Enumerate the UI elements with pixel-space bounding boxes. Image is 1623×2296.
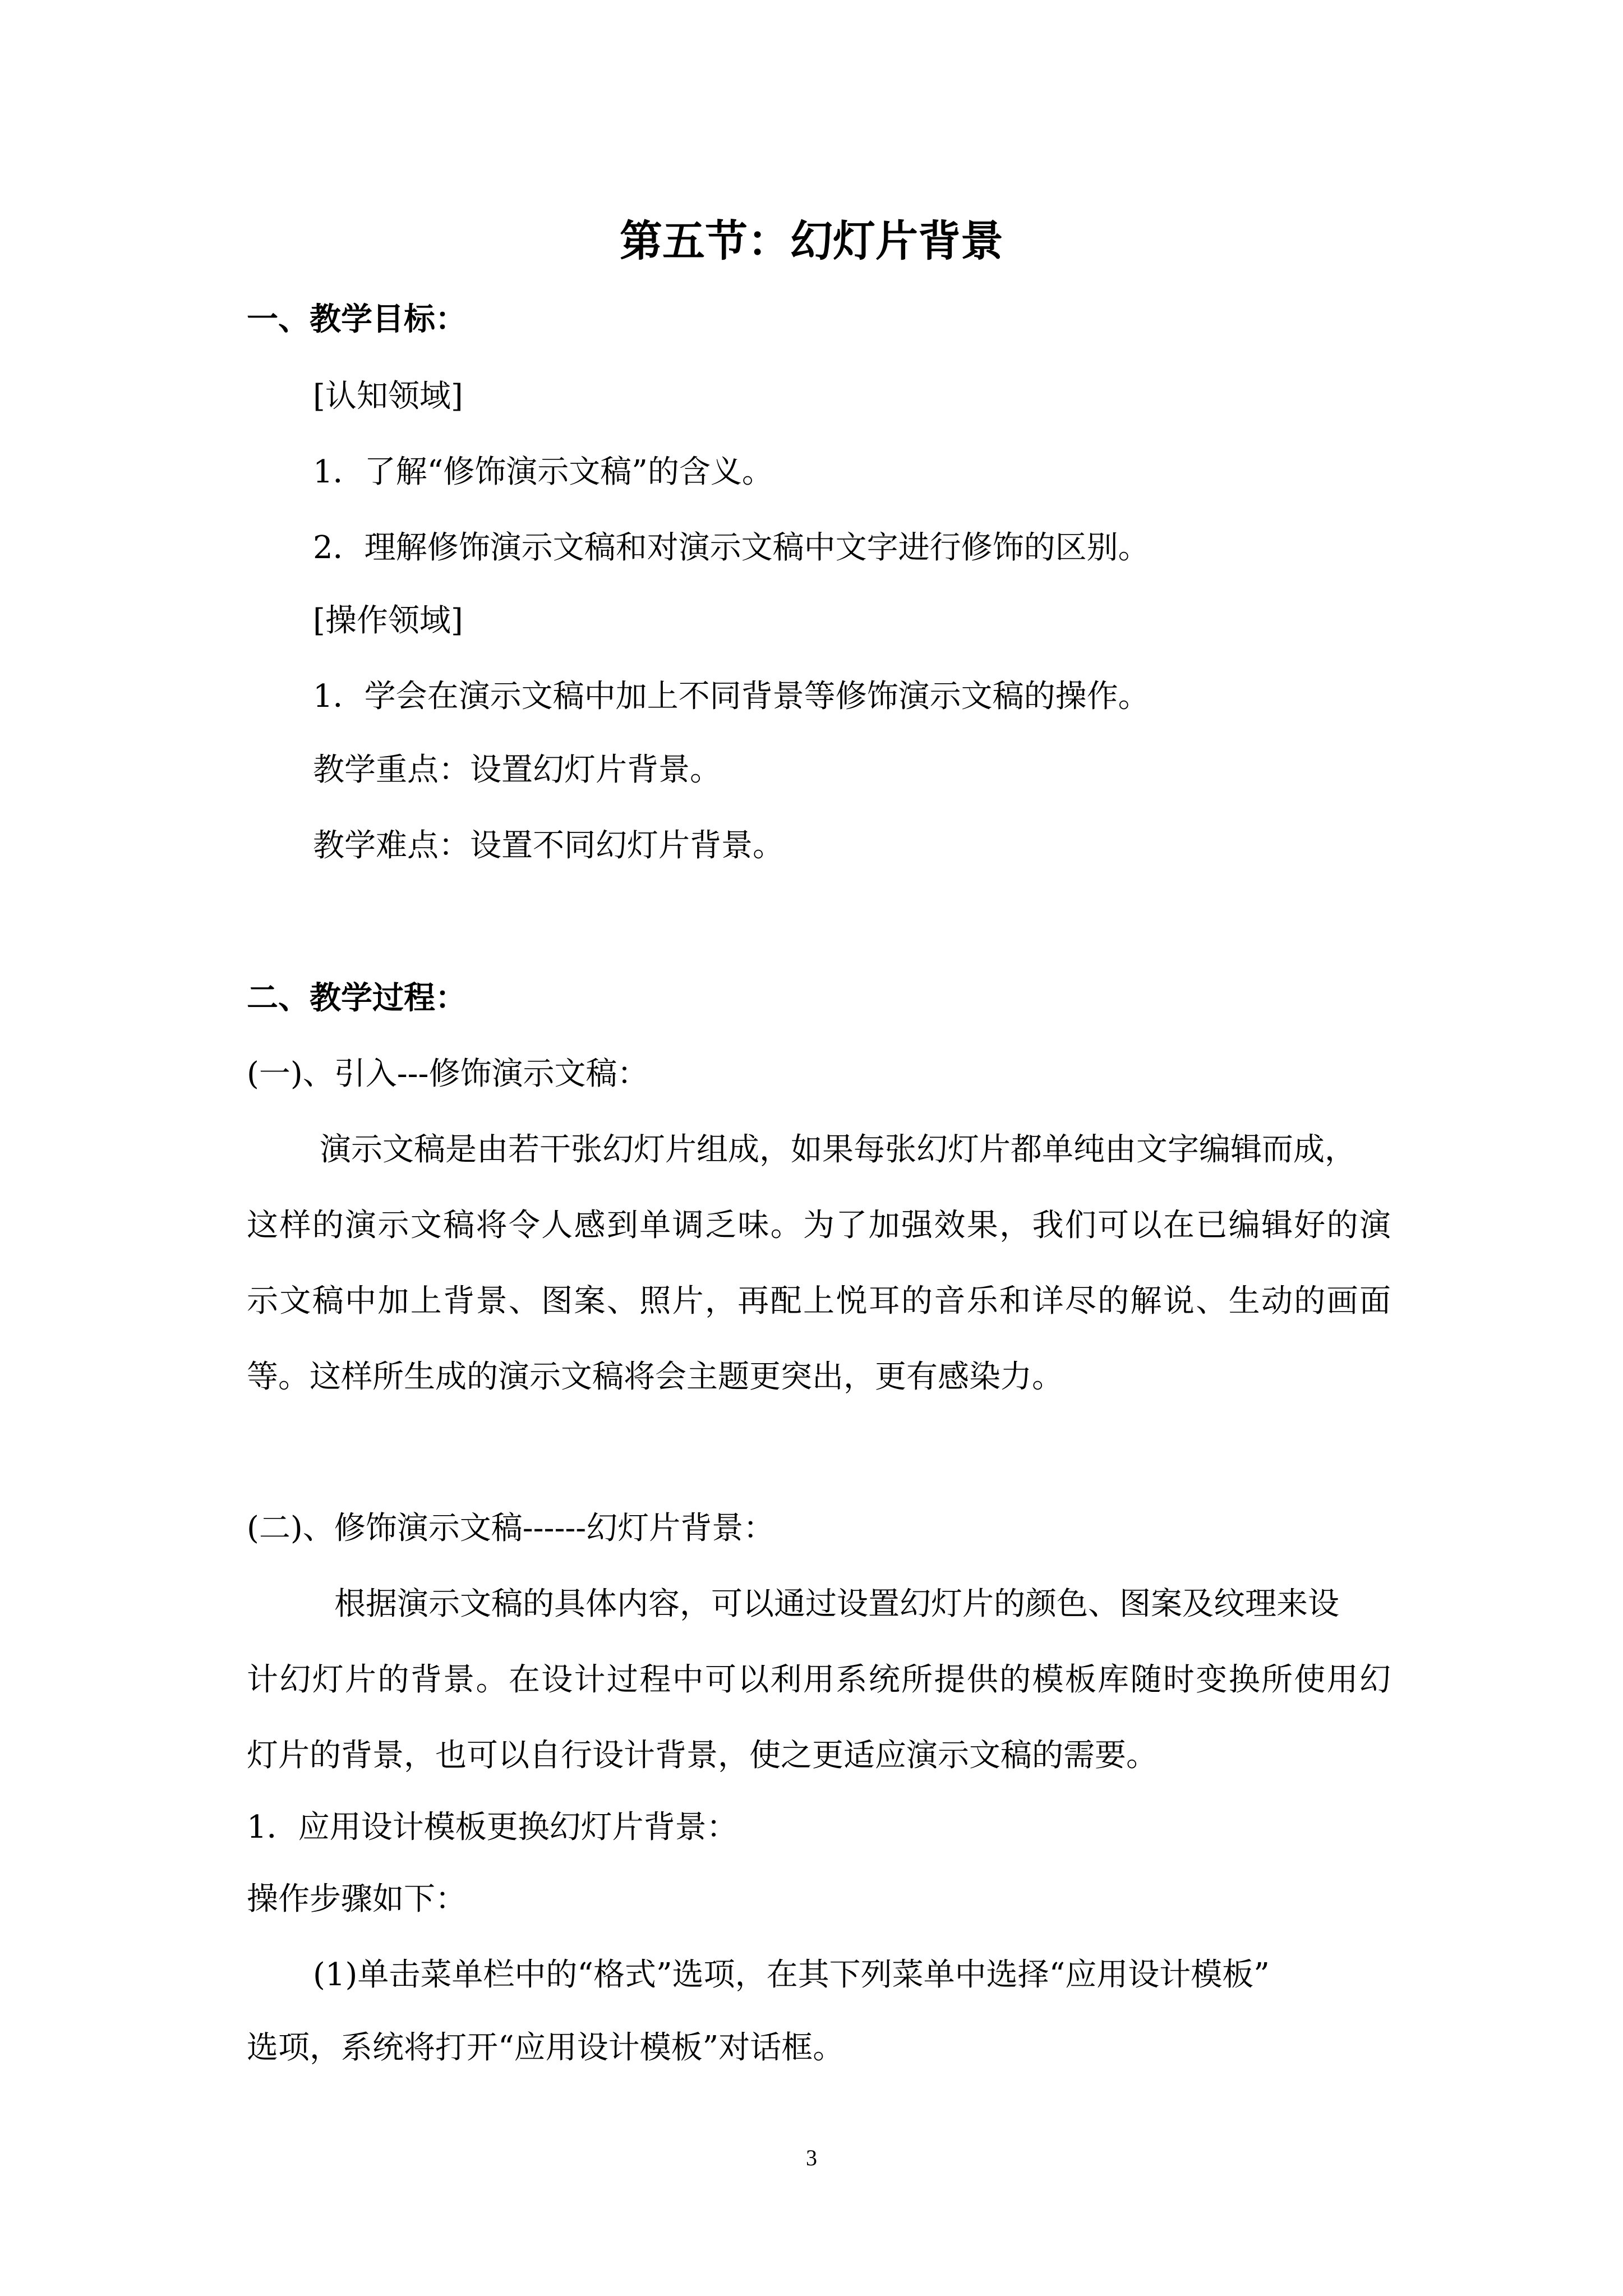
steps-label: 操作步骤如下： <box>247 1881 467 1917</box>
part1-paragraph-line-4: 等。这样所生成的演示文稿将会主题更突出，更有感染力。 <box>247 1359 1063 1395</box>
part2-subheading: 1．应用设计模板更换幻灯片背景： <box>247 1809 738 1846</box>
part1-paragraph-line-1: 演示文稿是由若干张幻灯片组成，如果每张幻灯片都单纯由文字编辑而成， <box>320 1131 1356 1168</box>
part1-paragraph-line-2: 这样的演示文稿将令人感到单调乏味。为了加强效果，我们可以在已编辑好的演 <box>247 1207 1391 1244</box>
part1-heading: (一)、引入---修饰演示文稿： <box>247 1056 649 1092</box>
part2-heading: (二)、修饰演示文稿------幻灯片背景： <box>247 1510 775 1547</box>
part2-paragraph-line-1: 根据演示文稿的具体内容，可以通过设置幻灯片的颜色、图案及纹理来设 <box>334 1586 1339 1622</box>
part2-paragraph-line-2: 计幻灯片的背景。在设计过程中可以利用系统所提供的模板库随时变换所使用幻 <box>247 1662 1391 1698</box>
cognitive-item-1: 1．了解“修饰演示文稿”的含义。 <box>313 454 773 490</box>
difficulty-point: 教学难点：设置不同幻灯片背景。 <box>313 827 784 864</box>
operation-item-1: 1．学会在演示文稿中加上不同背景等修饰演示文稿的操作。 <box>313 678 1150 715</box>
cognitive-domain-label: [认知领域] <box>313 378 463 415</box>
section-heading-teaching-goals: 一、教学目标： <box>247 301 467 338</box>
operation-domain-label: [操作领域] <box>313 602 463 639</box>
step-1-line-1: (1)单击菜单栏中的“格式”选项，在其下列菜单中选择“应用设计模板” <box>313 1957 1270 1993</box>
step-1-line-2: 选项，系统将打开“应用设计模板”对话框。 <box>247 2030 845 2066</box>
section-heading-teaching-process: 二、教学过程： <box>247 980 467 1016</box>
key-point: 教学重点：设置幻灯片背景。 <box>313 752 721 788</box>
part2-paragraph-line-3: 灯片的背景，也可以自行设计背景，使之更适应演示文稿的需要。 <box>247 1737 1158 1774</box>
cognitive-item-2: 2．理解修饰演示文稿和对演示文稿中文字进行修饰的区别。 <box>313 530 1150 566</box>
page-number: 3 <box>806 2145 817 2170</box>
page-title: 第五节：幻灯片背景 <box>620 216 1003 266</box>
part1-paragraph-line-3: 示文稿中加上背景、图案、照片，再配上悦耳的音乐和详尽的解说、生动的画面 <box>247 1283 1391 1319</box>
